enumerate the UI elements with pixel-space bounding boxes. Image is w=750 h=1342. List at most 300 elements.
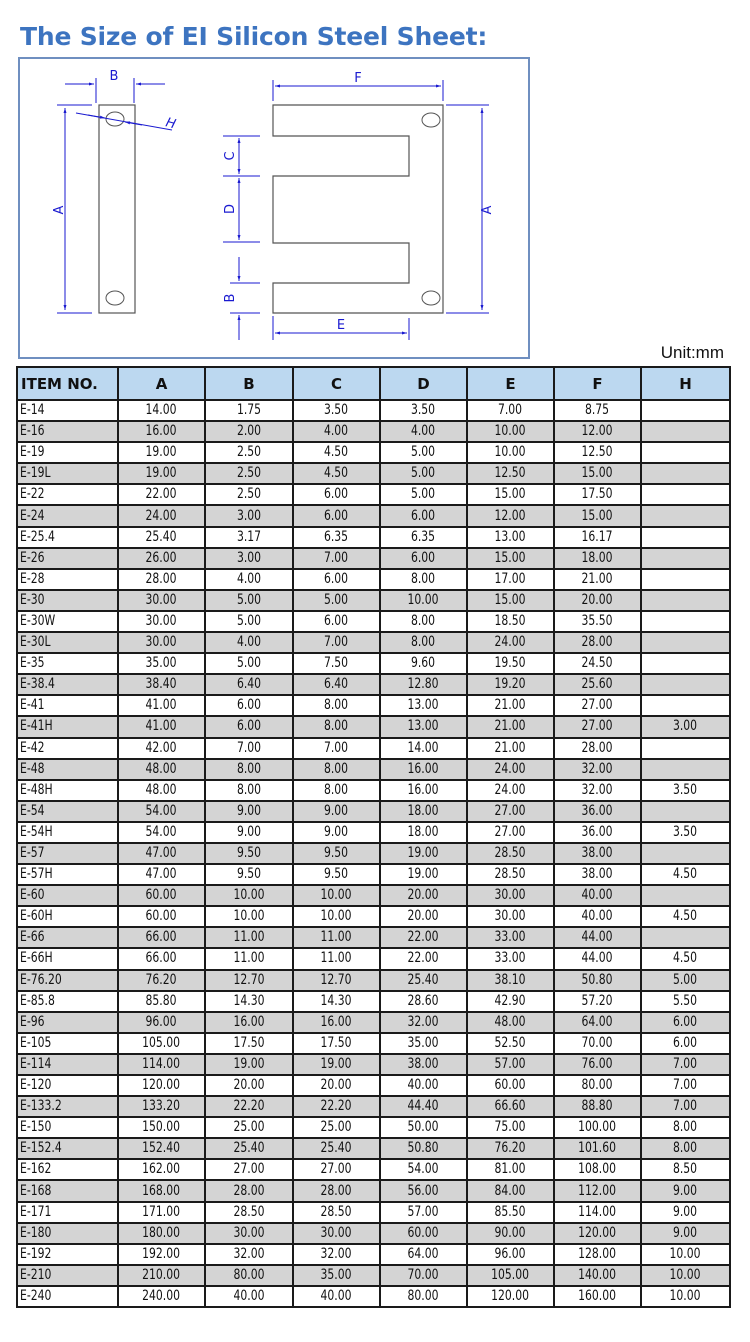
cell-d xyxy=(380,632,467,653)
cell-value: 9.50 xyxy=(324,845,349,862)
cell-d xyxy=(380,1033,467,1054)
cell-value: 30.00 xyxy=(233,1224,265,1241)
cell-value: 10.00 xyxy=(233,908,265,925)
cell-a xyxy=(118,442,205,463)
cell-value: 7.00 xyxy=(324,634,349,651)
table-row xyxy=(17,927,730,948)
cell-d xyxy=(380,1244,467,1265)
cell-d xyxy=(380,421,467,442)
cell-c xyxy=(293,1054,380,1075)
cell-value: 9.60 xyxy=(411,655,436,672)
cell-value: 30.00 xyxy=(494,908,526,925)
table-row xyxy=(17,843,730,864)
cell-d xyxy=(380,927,467,948)
cell-value: 26.00 xyxy=(145,549,177,566)
cell-value: 6.00 xyxy=(236,697,262,714)
cell-a xyxy=(118,822,205,843)
cell-item-no xyxy=(17,906,118,927)
cell-item-no xyxy=(17,1117,118,1138)
cell-c xyxy=(293,780,380,801)
cell-value: 8.00 xyxy=(324,718,349,735)
cell-a xyxy=(118,801,205,822)
cell-b xyxy=(205,1117,293,1138)
cell-value: 38.00 xyxy=(407,1055,439,1072)
cell-value: 40.00 xyxy=(581,908,613,925)
cell-d xyxy=(380,1159,467,1180)
cell-e xyxy=(467,991,554,1012)
cell-value: 30.00 xyxy=(145,591,177,608)
cell-value: 13.00 xyxy=(407,718,439,735)
cell-b xyxy=(205,801,293,822)
cell-b xyxy=(205,1286,293,1307)
cell-value: E-133.2 xyxy=(20,1098,62,1115)
cell-c xyxy=(293,421,380,442)
cell-d xyxy=(380,695,467,716)
cell-value: 54.00 xyxy=(145,802,177,819)
cell-h xyxy=(641,1033,730,1054)
cell-value: 19.20 xyxy=(494,676,526,693)
cell-value: 6.00 xyxy=(324,612,349,629)
cell-a xyxy=(118,1265,205,1286)
cell-value: 50.80 xyxy=(407,1140,439,1157)
label-e: E xyxy=(336,318,346,333)
cell-value: 28.50 xyxy=(233,1203,265,1220)
cell-e xyxy=(467,1159,554,1180)
cell-value: 4.00 xyxy=(236,634,262,651)
table-row xyxy=(17,695,730,716)
cell-a xyxy=(118,738,205,759)
cell-f xyxy=(554,463,641,484)
cell-e xyxy=(467,1033,554,1054)
cell-f xyxy=(554,864,641,885)
cell-h xyxy=(641,885,730,906)
cell-f xyxy=(554,590,641,611)
cell-value: 25.60 xyxy=(581,676,613,693)
cell-b xyxy=(205,569,293,590)
cell-value: 19.50 xyxy=(494,655,526,672)
cell-f xyxy=(554,738,641,759)
cell-value: 32.00 xyxy=(581,760,613,777)
cell-item-no xyxy=(17,948,118,969)
cell-value: 114.00 xyxy=(578,1203,617,1220)
cell-value: 6.40 xyxy=(324,676,349,693)
cell-value: 8.00 xyxy=(324,697,349,714)
cell-c xyxy=(293,505,380,526)
cell-a xyxy=(118,484,205,505)
cell-a xyxy=(118,885,205,906)
cell-e xyxy=(467,759,554,780)
cell-value: E-210 xyxy=(20,1266,52,1283)
cell-value: 140.00 xyxy=(578,1266,617,1283)
cell-value: 192.00 xyxy=(142,1245,181,1262)
cell-value: 22.00 xyxy=(407,950,439,967)
cell-value: 17.50 xyxy=(581,486,613,503)
cell-value: 7.00 xyxy=(673,1098,698,1115)
page-title: The Size of EI Silicon Steel Sheet: xyxy=(20,22,488,51)
cell-value: 18.00 xyxy=(581,549,613,566)
cell-c xyxy=(293,695,380,716)
cell-value: 27.00 xyxy=(233,1161,265,1178)
cell-value: 9.50 xyxy=(236,866,262,883)
cell-a xyxy=(118,400,205,421)
cell-d xyxy=(380,738,467,759)
table-row xyxy=(17,780,730,801)
label-b-e: B xyxy=(223,293,238,303)
cell-value: 11.00 xyxy=(233,950,265,967)
cell-value: 17.00 xyxy=(494,570,526,587)
cell-value: 120.00 xyxy=(578,1224,617,1241)
cell-value: E-152.4 xyxy=(20,1140,62,1157)
cell-f xyxy=(554,611,641,632)
header-h: H xyxy=(641,367,730,400)
cell-a xyxy=(118,653,205,674)
cell-value: 6.00 xyxy=(411,549,436,566)
table-row xyxy=(17,590,730,611)
cell-c xyxy=(293,611,380,632)
cell-value: 12.70 xyxy=(233,971,265,988)
cell-h xyxy=(641,527,730,548)
cell-value: 54.00 xyxy=(407,1161,439,1178)
cell-value: 90.00 xyxy=(494,1224,526,1241)
cell-value: 2.00 xyxy=(236,423,262,440)
cell-b xyxy=(205,590,293,611)
cell-item-no xyxy=(17,1286,118,1307)
cell-value: 2.50 xyxy=(236,465,262,482)
cell-value: 6.00 xyxy=(411,507,436,524)
cell-value: 35.00 xyxy=(320,1266,352,1283)
table-row xyxy=(17,1180,730,1201)
table-row xyxy=(17,442,730,463)
cell-e xyxy=(467,822,554,843)
cell-b xyxy=(205,1033,293,1054)
cell-h xyxy=(641,548,730,569)
table-row xyxy=(17,991,730,1012)
table-row xyxy=(17,421,730,442)
cell-value: E-171 xyxy=(20,1203,52,1220)
header-e: E xyxy=(467,367,554,400)
cell-item-no xyxy=(17,505,118,526)
cell-c xyxy=(293,716,380,737)
cell-value: E-240 xyxy=(20,1287,52,1304)
cell-f xyxy=(554,801,641,822)
table-row xyxy=(17,527,730,548)
cell-value: 10.00 xyxy=(669,1266,701,1283)
cell-value: 11.00 xyxy=(320,950,352,967)
cell-b xyxy=(205,527,293,548)
cell-value: 16.00 xyxy=(145,423,177,440)
cell-value: 8.75 xyxy=(585,402,610,419)
cell-d xyxy=(380,653,467,674)
cell-value: 28.50 xyxy=(320,1203,352,1220)
cell-e xyxy=(467,527,554,548)
cell-h xyxy=(641,1096,730,1117)
cell-value: 28.00 xyxy=(320,1182,352,1199)
cell-c xyxy=(293,864,380,885)
cell-value: 30.00 xyxy=(145,634,177,651)
cell-value: 21.00 xyxy=(494,739,526,756)
cell-value: 210.00 xyxy=(142,1266,181,1283)
cell-h xyxy=(641,1202,730,1223)
cell-value: 16.17 xyxy=(581,528,613,545)
cell-value: 4.00 xyxy=(236,570,262,587)
cell-a xyxy=(118,569,205,590)
cell-value: 3.00 xyxy=(236,507,262,524)
cell-value: 3.50 xyxy=(673,823,698,840)
cell-value: 3.00 xyxy=(673,718,698,735)
cell-value: 4.50 xyxy=(673,866,698,883)
table-row xyxy=(17,1223,730,1244)
cell-value: 9.00 xyxy=(236,823,262,840)
cell-c xyxy=(293,843,380,864)
table-row xyxy=(17,1096,730,1117)
cell-value: 24.50 xyxy=(581,655,613,672)
cell-f xyxy=(554,1223,641,1244)
cell-h xyxy=(641,442,730,463)
cell-a xyxy=(118,611,205,632)
table-row xyxy=(17,822,730,843)
cell-h xyxy=(641,780,730,801)
cell-f xyxy=(554,885,641,906)
cell-value: 180.00 xyxy=(142,1224,181,1241)
cell-value: 171.00 xyxy=(142,1203,181,1220)
cell-a xyxy=(118,991,205,1012)
cell-d xyxy=(380,948,467,969)
cell-h xyxy=(641,1286,730,1307)
cell-value: 3.17 xyxy=(236,528,262,545)
cell-e xyxy=(467,970,554,991)
cell-d xyxy=(380,864,467,885)
cell-c xyxy=(293,527,380,548)
cell-item-no xyxy=(17,1033,118,1054)
cell-value: 20.00 xyxy=(233,1077,265,1094)
cell-value: 25.40 xyxy=(320,1140,352,1157)
cell-value: 32.00 xyxy=(320,1245,352,1262)
cell-value: 54.00 xyxy=(145,823,177,840)
cell-value: 84.00 xyxy=(494,1182,526,1199)
cell-value: 41.00 xyxy=(145,697,177,714)
cell-item-no xyxy=(17,1159,118,1180)
cell-f xyxy=(554,400,641,421)
cell-value: 168.00 xyxy=(142,1182,181,1199)
cell-c xyxy=(293,1244,380,1265)
cell-value: 4.50 xyxy=(673,908,698,925)
cell-c xyxy=(293,738,380,759)
cell-value: 60.00 xyxy=(407,1224,439,1241)
cell-d xyxy=(380,1202,467,1223)
table-row xyxy=(17,505,730,526)
cell-e xyxy=(467,1265,554,1286)
cell-value: 28.00 xyxy=(233,1182,265,1199)
cell-e xyxy=(467,463,554,484)
cell-value: 44.00 xyxy=(581,950,613,967)
cell-value: 40.00 xyxy=(581,887,613,904)
cell-e xyxy=(467,864,554,885)
cell-value: E-16 xyxy=(20,423,45,440)
cell-item-no xyxy=(17,1202,118,1223)
cell-c xyxy=(293,442,380,463)
cell-e xyxy=(467,1096,554,1117)
cell-value: 5.00 xyxy=(673,971,698,988)
cell-b xyxy=(205,885,293,906)
cell-f xyxy=(554,1138,641,1159)
cell-b xyxy=(205,1265,293,1286)
cell-value: 5.50 xyxy=(673,992,698,1009)
cell-h xyxy=(641,864,730,885)
cell-a xyxy=(118,1033,205,1054)
cell-value: 240.00 xyxy=(142,1287,181,1304)
cell-value: 35.00 xyxy=(407,1034,439,1051)
cell-value: 35.00 xyxy=(145,655,177,672)
cell-e xyxy=(467,1075,554,1096)
cell-b xyxy=(205,463,293,484)
cell-c xyxy=(293,1138,380,1159)
cell-value: 5.00 xyxy=(236,612,262,629)
cell-value: E-30 xyxy=(20,591,45,608)
cell-f xyxy=(554,822,641,843)
cell-d xyxy=(380,1075,467,1096)
cell-h xyxy=(641,1054,730,1075)
cell-value: 10.00 xyxy=(320,908,352,925)
cell-value: E-85.8 xyxy=(20,992,55,1009)
cell-c xyxy=(293,1265,380,1286)
cell-value: 7.00 xyxy=(673,1077,698,1094)
cell-h xyxy=(641,400,730,421)
cell-f xyxy=(554,1202,641,1223)
label-a-right: A xyxy=(480,205,495,215)
cell-value: 25.40 xyxy=(233,1140,265,1157)
cell-b xyxy=(205,442,293,463)
cell-value: 80.00 xyxy=(581,1077,613,1094)
cell-value: 48.00 xyxy=(145,760,177,777)
cell-value: E-30W xyxy=(20,612,56,629)
cell-h xyxy=(641,948,730,969)
cell-item-no xyxy=(17,653,118,674)
cell-b xyxy=(205,991,293,1012)
cell-c xyxy=(293,1286,380,1307)
cell-f xyxy=(554,1033,641,1054)
cell-h xyxy=(641,1138,730,1159)
cell-item-no xyxy=(17,738,118,759)
cell-a xyxy=(118,1180,205,1201)
cell-c xyxy=(293,927,380,948)
cell-f xyxy=(554,653,641,674)
cell-value: 60.00 xyxy=(145,887,177,904)
cell-c xyxy=(293,400,380,421)
cell-value: E-54H xyxy=(20,823,53,840)
cell-value: 15.00 xyxy=(494,486,526,503)
cell-e xyxy=(467,1054,554,1075)
cell-item-no xyxy=(17,716,118,737)
cell-f xyxy=(554,1286,641,1307)
cell-value: 150.00 xyxy=(142,1119,181,1136)
cell-c xyxy=(293,1033,380,1054)
table-row xyxy=(17,548,730,569)
cell-value: 4.50 xyxy=(324,444,349,461)
cell-value: 4.00 xyxy=(324,423,349,440)
cell-f xyxy=(554,632,641,653)
cell-value: 128.00 xyxy=(578,1245,617,1262)
table-row xyxy=(17,1265,730,1286)
cell-e xyxy=(467,885,554,906)
cell-value: 114.00 xyxy=(142,1055,181,1072)
cell-value: 36.00 xyxy=(581,823,613,840)
cell-value: 6.35 xyxy=(324,528,349,545)
table-row xyxy=(17,864,730,885)
cell-h xyxy=(641,970,730,991)
cell-value: 7.50 xyxy=(324,655,349,672)
cell-h xyxy=(641,738,730,759)
table-row xyxy=(17,1012,730,1033)
cell-f xyxy=(554,843,641,864)
cell-e xyxy=(467,484,554,505)
cell-value: 80.00 xyxy=(233,1266,265,1283)
cell-value: 14.30 xyxy=(320,992,352,1009)
cell-item-no xyxy=(17,885,118,906)
cell-value: E-42 xyxy=(20,739,45,756)
cell-value: 38.40 xyxy=(145,676,177,693)
cell-b xyxy=(205,1180,293,1201)
cell-item-no xyxy=(17,780,118,801)
table-row xyxy=(17,738,730,759)
cell-value: 16.00 xyxy=(407,760,439,777)
cell-value: 28.50 xyxy=(494,845,526,862)
cell-item-no xyxy=(17,843,118,864)
cell-a xyxy=(118,1286,205,1307)
cell-e xyxy=(467,674,554,695)
cell-e xyxy=(467,1202,554,1223)
table-row xyxy=(17,1138,730,1159)
cell-c xyxy=(293,991,380,1012)
cell-d xyxy=(380,463,467,484)
cell-f xyxy=(554,1180,641,1201)
cell-c xyxy=(293,1180,380,1201)
cell-value: E-96 xyxy=(20,1013,45,1030)
cell-value: 19.00 xyxy=(407,845,439,862)
cell-value: 38.10 xyxy=(494,971,526,988)
cell-value: 50.80 xyxy=(581,971,613,988)
cell-b xyxy=(205,1012,293,1033)
cell-c xyxy=(293,590,380,611)
cell-e xyxy=(467,695,554,716)
cell-a xyxy=(118,1054,205,1075)
table-row xyxy=(17,906,730,927)
cell-h xyxy=(641,991,730,1012)
cell-f xyxy=(554,527,641,548)
cell-c xyxy=(293,674,380,695)
label-h: H xyxy=(163,115,178,133)
cell-value: 8.00 xyxy=(236,760,262,777)
table-body xyxy=(17,400,730,1307)
cell-value: E-38.4 xyxy=(20,676,55,693)
cell-e xyxy=(467,801,554,822)
label-c: C xyxy=(223,151,238,161)
cell-c xyxy=(293,653,380,674)
cell-value: 70.00 xyxy=(581,1034,613,1051)
cell-a xyxy=(118,1138,205,1159)
cell-b xyxy=(205,1096,293,1117)
cell-value: 47.00 xyxy=(145,866,177,883)
cell-value: 25.40 xyxy=(145,528,177,545)
cell-value: 57.20 xyxy=(581,992,613,1009)
cell-a xyxy=(118,463,205,484)
cell-value: 3.50 xyxy=(411,402,436,419)
cell-value: 66.00 xyxy=(145,929,177,946)
cell-value: 105.00 xyxy=(491,1266,530,1283)
cell-value: 16.00 xyxy=(233,1013,265,1030)
cell-value: 16.00 xyxy=(407,781,439,798)
cell-value: 35.50 xyxy=(581,612,613,629)
cell-value: 8.00 xyxy=(411,612,436,629)
